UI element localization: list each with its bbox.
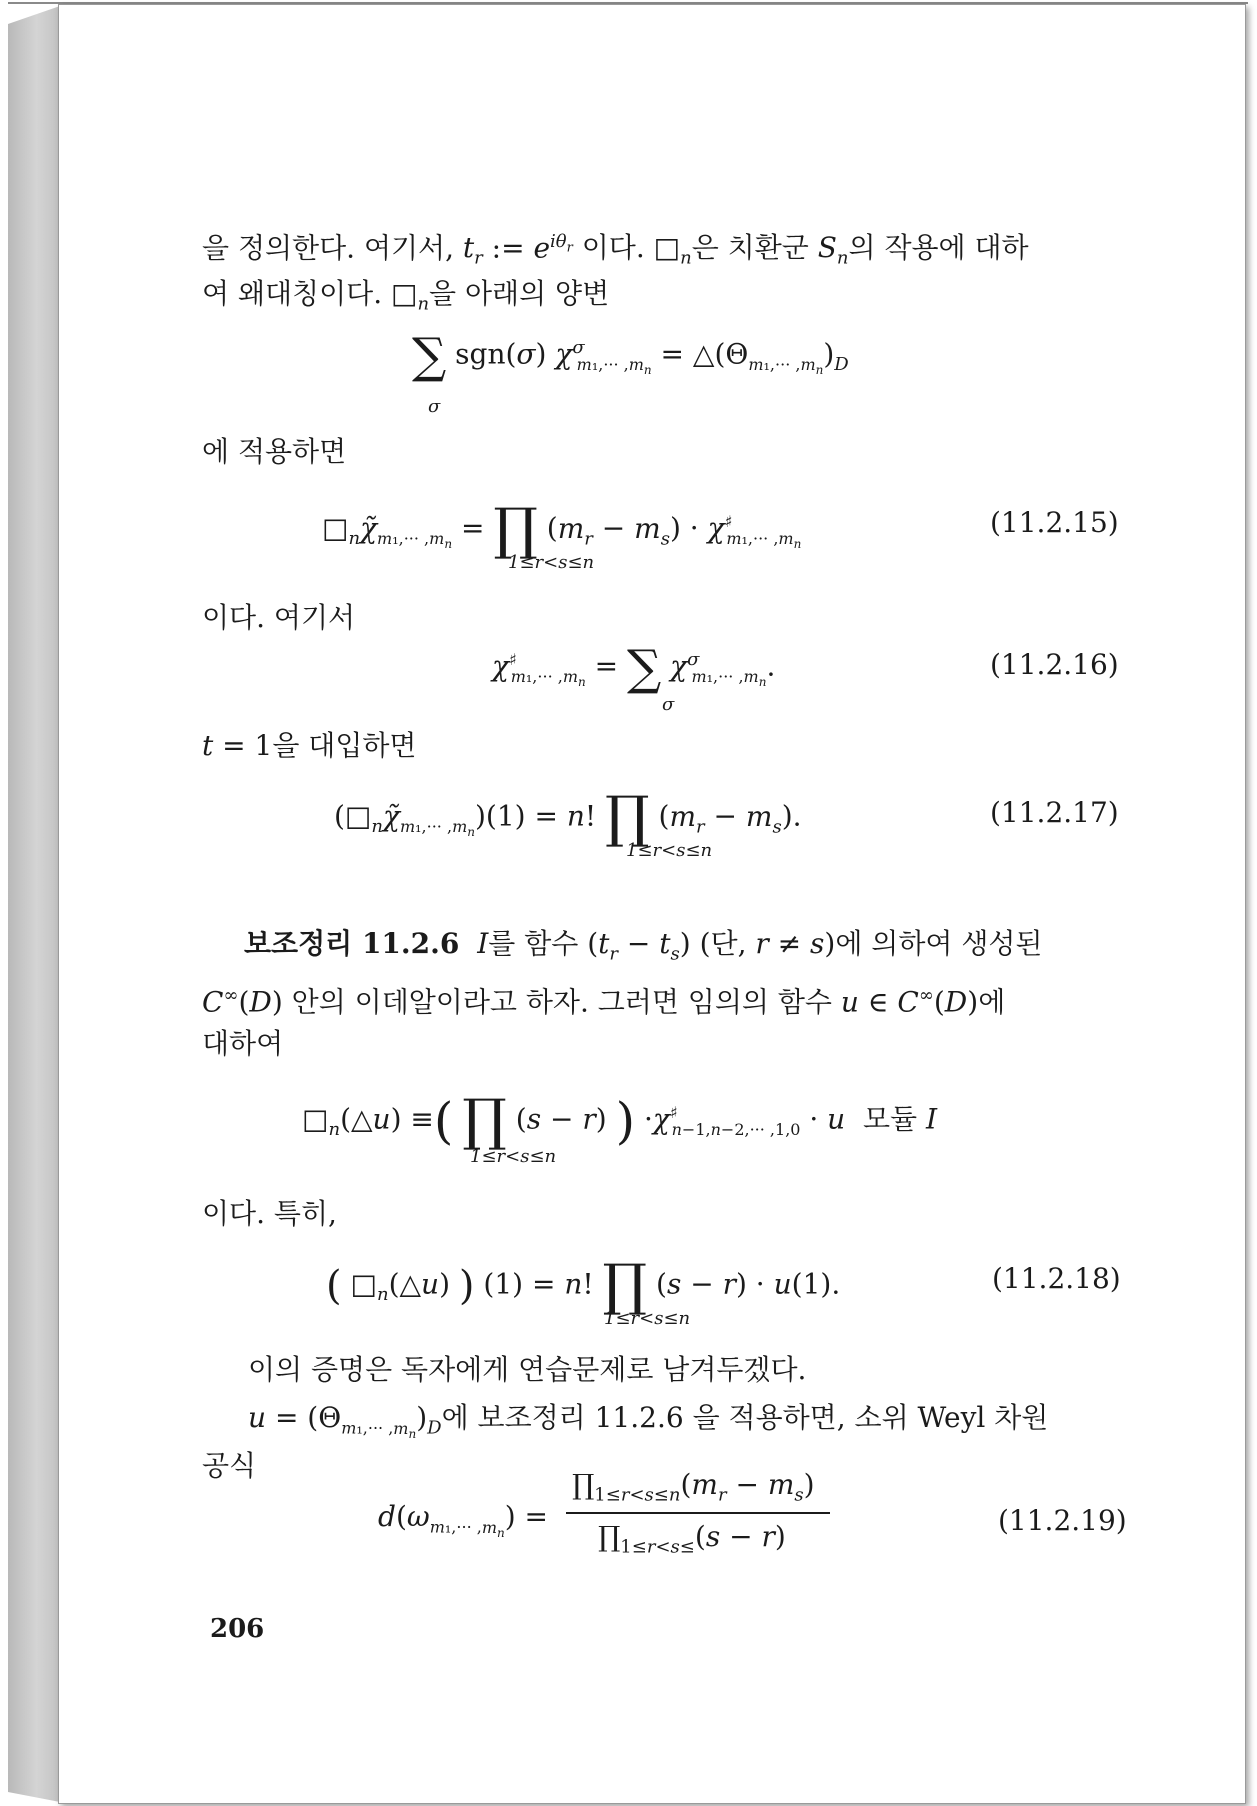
lemma-title: 보조정리 11.2.6 [244, 927, 460, 960]
paragraph-line: 에 적용하면 [202, 435, 347, 468]
product-index: 1≤r<s≤n [626, 840, 713, 861]
sum-index: σ [662, 694, 675, 715]
equation-number: (11.2.18) [992, 1262, 1121, 1295]
paragraph-line: 공식 [202, 1449, 257, 1482]
paragraph-line: 이다. 여기서 [202, 601, 356, 634]
equation-11-2-15: $□_n\chĩ_{m_1,\cdot\cdot\cdot ,m_n}$ = ∏ $(m_r - m_s) \cdot \chi^♯_{m_1,\cdot\cdot\cdot ,m_n}$ [322, 497, 802, 562]
sum-index: σ [428, 396, 441, 417]
paragraph-line: 이의 증명은 독자에게 연습문제로 남겨두겠다. [248, 1353, 807, 1386]
lemma-line: 보조정리 11.2.6 I를 함수 $(t_r - t_s)$ (단, r ≠ s)에 의하여 생성된 [244, 927, 1043, 965]
paragraph-line: 을 정의한다. 여기서, $t_r$ := $e^{i\theta_r}$ 이다. $□_n$은 치환군 $S_n$의 작용에 대하 [202, 231, 1029, 269]
product-index: 1≤r<s≤n [508, 552, 595, 573]
equation-number: (11.2.16) [990, 648, 1119, 681]
lemma-line: 대하여 [202, 1027, 284, 1060]
equation-11-2-19-lhs: $d(\omega_{m_1,\cdot\cdot\cdot ,m_n})$ = [378, 1500, 549, 1540]
page-number: 206 [210, 1614, 265, 1644]
equation-sum: ∑ sgn(σ) $\chi^\sigma_{m_1,\cdot\cdot\cdot ,m_n}$ = $\triangle(\Theta_{m_1,\cdot\cdot\cdot ,m_n})_D$ [412, 328, 849, 384]
fraction-bar [566, 1512, 830, 1514]
paragraph-line: $u = (\Theta_{m_1,\cdot\cdot\cdot ,m_n})_D$에 보조정리 11.2.6 을 적용하면, 소위 Weyl 차원 [248, 1401, 1049, 1441]
paragraph-line: t = 1을 대입하면 [202, 729, 417, 762]
fraction-numerator: $\prod_{1\le r<s\le n}(m_r - m_s)$ [572, 1468, 815, 1506]
paragraph-line: 이다. 특히, [202, 1197, 337, 1230]
equation-11-2-18: ( $□_n(\triangle u)$ ) (1) = n! ∏ (s − r) · u(1). [326, 1253, 841, 1318]
equation-number: (11.2.17) [990, 796, 1119, 829]
equation-11-2-17: $(□_n\chĩ_{m_1,\cdot\cdot\cdot ,m_n})(1) = n$! ∏ $(m_r - m_s)$. [334, 785, 802, 850]
product-index: 1≤r<s≤n [604, 1308, 691, 1329]
lemma-line: C∞(D) 안의 이데알이라고 하자. 그러면 임의의 함수 u ∈ C∞(D)에 [202, 985, 1006, 1019]
paragraph-line: 여 왜대칭이다. $□_n$을 아래의 양변 [202, 277, 610, 315]
book-spine [8, 6, 60, 1802]
fraction-denominator: $\prod_{1\le r<s\le}(s - r)$ [598, 1520, 786, 1558]
product-index: 1≤r<s≤n [470, 1146, 557, 1167]
equation-number: (11.2.19) [998, 1504, 1127, 1537]
equation-modulo: $□_n(\triangle u)$ ≡( ∏ (s − r) ) $\cdot\chi^♯_{n-1,n-2,\cdot\cdot\cdot ,1,0} \cdot u$ 모듈 I [302, 1088, 938, 1153]
equation-number: (11.2.15) [990, 506, 1119, 539]
equation-11-2-16: $\chi^♯_{m_1,\cdot\cdot\cdot ,m_n}$ = ∑ $\chi^\sigma_{m_1,\cdot\cdot\cdot ,m_n}$. [492, 640, 776, 696]
